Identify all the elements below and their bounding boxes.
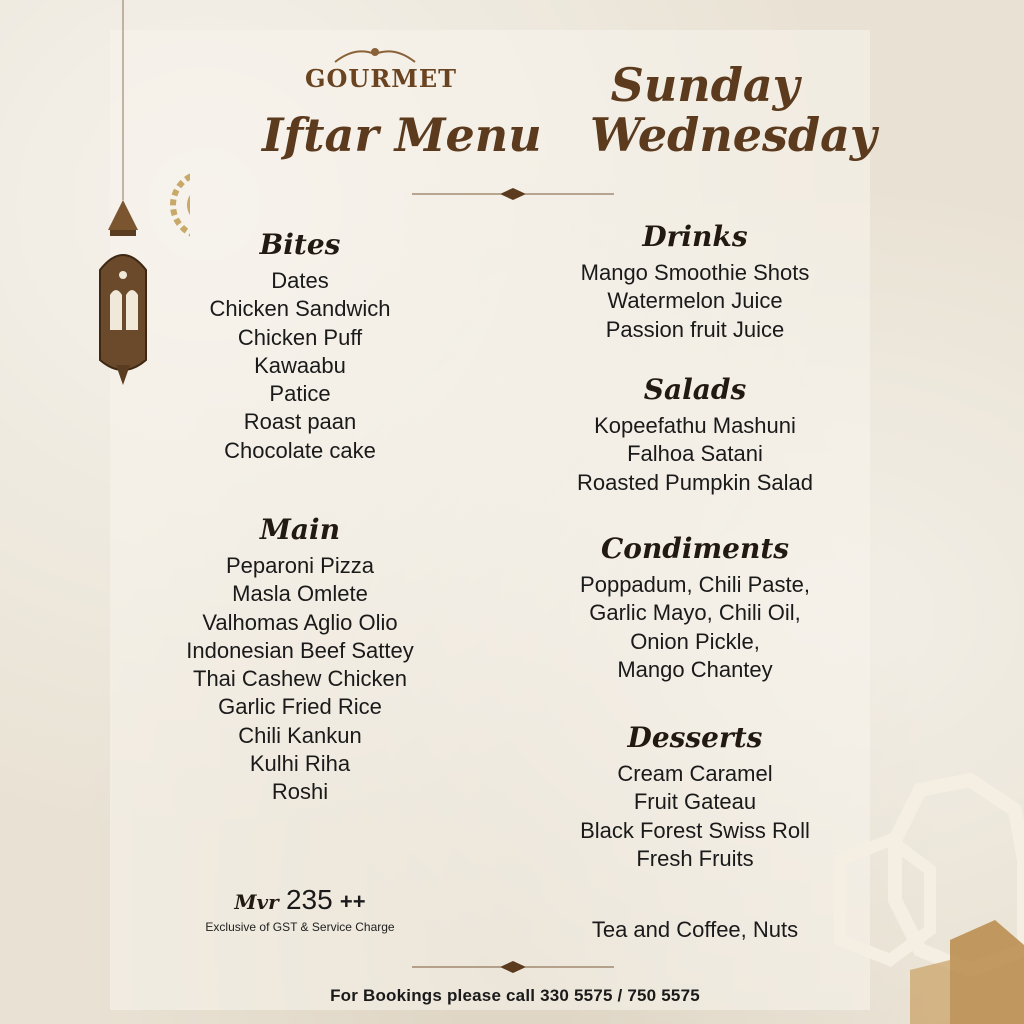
extras-line: Tea and Coffee, Nuts (591, 917, 799, 942)
menu-item: Dates (271, 268, 329, 293)
menu-item: Chili Kankun (238, 722, 362, 748)
menu-title: Iftar Menu (262, 108, 542, 162)
section-main (150, 513, 450, 807)
menu-item: Garlic Fried Rice (218, 694, 382, 720)
lantern-icon (100, 200, 146, 385)
menu-item: Chicken Puff (237, 324, 363, 350)
menu-item: Onion Pickle, (630, 628, 760, 654)
menu-item: Kawaabu (254, 352, 346, 378)
menu-item: Passion fruit Juice (605, 316, 785, 342)
logo-crest-icon (330, 44, 420, 64)
menu-item: Watermelon Juice (607, 288, 783, 314)
menu-item: Roshi (271, 779, 329, 805)
menu-item: Thai Cashew Chicken (193, 666, 407, 692)
menu-item: Fresh Fruits (636, 845, 754, 871)
menu-item: Peparoni Pizza (226, 553, 374, 578)
price-amount: 235 (285, 884, 333, 915)
price-currency: Mvr (234, 890, 279, 914)
top-divider (412, 186, 614, 202)
menu-item: Poppadum, Chili Paste, (580, 572, 810, 597)
section-salads (540, 373, 850, 497)
section-desserts (540, 721, 850, 873)
days-line-1: Sunday (610, 58, 800, 112)
menu-item: Chicken Sandwich (209, 296, 391, 322)
section-drinks (540, 220, 850, 344)
menu-item: Garlic Mayo, Chili Oil, (589, 600, 801, 626)
menu-item: Black Forest Swiss Roll (580, 817, 810, 843)
menu-item: Mango Chantey (617, 656, 773, 682)
section-title-main: Main (259, 513, 341, 546)
section-title-desserts: Desserts (627, 721, 763, 754)
menu-item: Indonesian Beef Sattey (186, 637, 414, 663)
menu-item: Masla Omlete (232, 581, 368, 607)
menu-item: Valhomas Aglio Olio (202, 609, 398, 635)
menu-item: Roast paan (243, 409, 357, 435)
section-title-bites: Bites (259, 228, 341, 261)
menu-item: Patice (269, 381, 331, 407)
price-note: Exclusive of GST & Service Charge (205, 920, 395, 934)
section-bites (160, 228, 440, 465)
price-suffix: ++ (339, 889, 366, 914)
menu-item: Kulhi Riha (249, 751, 351, 777)
bottom-divider (412, 959, 614, 975)
logo-text: GOURMET (305, 64, 457, 93)
menu-item: Falhoa Satani (627, 441, 763, 467)
section-title-drinks: Drinks (642, 220, 748, 253)
section-title-condiments: Condiments (600, 532, 790, 565)
menu-item: Chocolate cake (224, 437, 376, 463)
section-title-salads: Salads (643, 373, 747, 406)
menu-item: Mango Smoothie Shots (580, 260, 810, 285)
menu-item: Roasted Pumpkin Salad (576, 469, 814, 495)
booking-line: For Bookings please call 330 5575 / 750 5575 (330, 986, 700, 1005)
section-condiments (540, 532, 850, 684)
menu-item: Fruit Gateau (633, 789, 757, 815)
menu-item: Cream Caramel (617, 761, 773, 786)
brand-logo (305, 44, 457, 93)
menu-item: Kopeefathu Mashuni (594, 413, 796, 438)
price-block (180, 884, 420, 934)
days-line-2: Wednesday (590, 108, 877, 162)
